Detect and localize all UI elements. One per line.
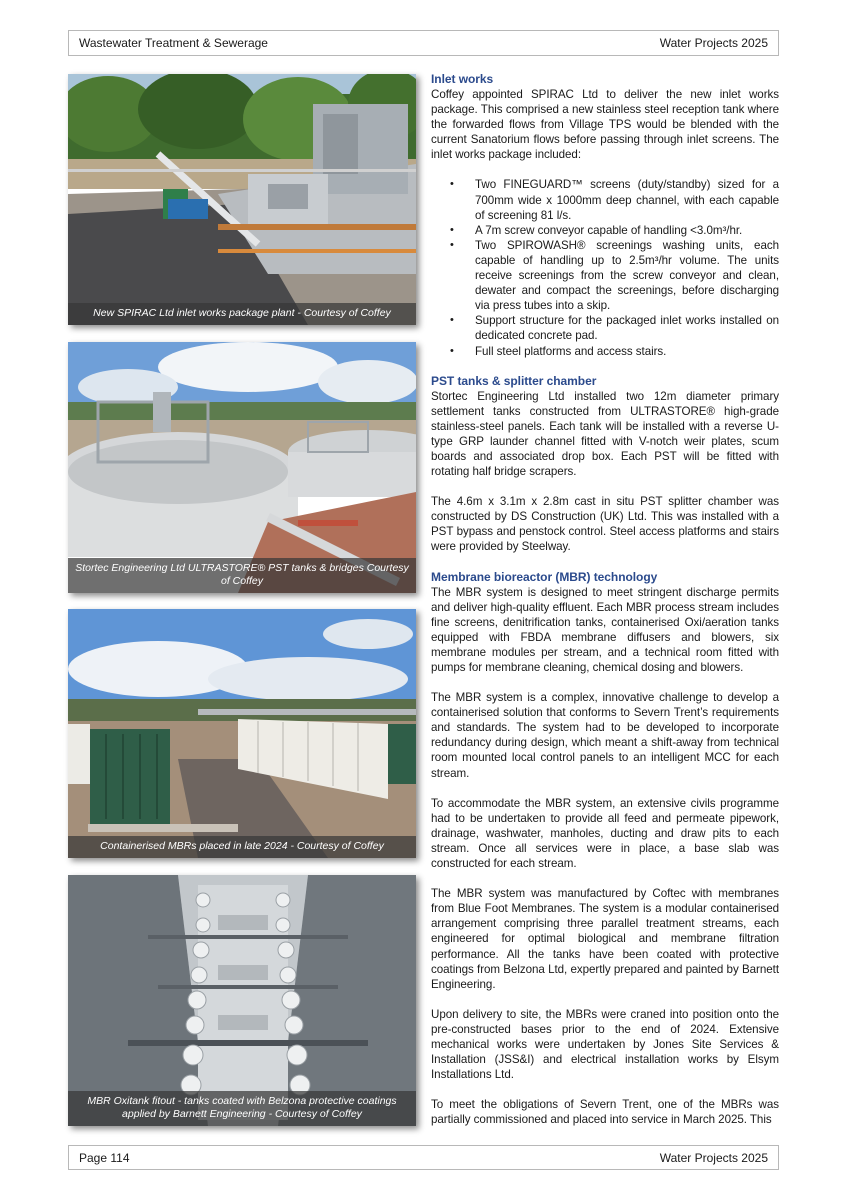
inlet-works-image bbox=[68, 74, 416, 325]
page-header bbox=[68, 30, 779, 56]
mbr-paragraph-4: The MBR system was manufactured by Coftec with membranes from Blue Foot Membranes. The system is a modular containerised arrangement comprising three parallel treatment streams, each engineered for optimal biological and membrane filtration performance. All the tanks have been coated with protective coatings from Belzona Ltd, expertly prepared and painted by Barnett Engineering. bbox=[431, 887, 779, 991]
mbr-paragraph-6: To meet the obligations of Severn Trent, one of the MBRs was partially commissioned and placed into service in March 2025. This bbox=[431, 1098, 779, 1127]
list-item: • A 7m screw conveyor capable of handling <3.0m³/hr. bbox=[475, 223, 779, 238]
pst-paragraph-2: The 4.6m x 3.1m x 2.8m cast in situ PST splitter chamber was constructed by DS Construction (UK) Ltd. This was installed with a PST bypass and penstock control. Steel access platforms and stairs were provided by Steelway. bbox=[431, 495, 779, 554]
header-section: Wastewater Treatment & Sewerage bbox=[79, 36, 268, 50]
containerised-mbrs-image bbox=[68, 609, 416, 858]
photo-caption: Containerised MBRs placed in late 2024 - Courtesy of Coffey bbox=[68, 836, 416, 858]
page-number: Page 114 bbox=[79, 1150, 130, 1165]
list-item: • Two SPIROWASH® screenings washing units, each capable of handling up to 2.5m³/hr volume. The units receive screenings from the screw conveyor and clean, dewater and compact the screenings, before discharging via press tubes into a skip. bbox=[475, 238, 779, 313]
mbr-paragraph-3: To accommodate the MBR system, an extensive civils programme had to be undertaken to provide all feed and permeate pipework, drainage, washwater, manholes, ducting and draw pits to each stream. Once all services were in place, a base slab was constructed for each stream. bbox=[431, 796, 779, 871]
photo-inlet-works bbox=[68, 74, 416, 325]
mbr-heading: Membrane bioreactor (MBR) technology bbox=[431, 569, 658, 584]
photo-caption: MBR Oxitank fitout - tanks coated with Belzona protective coatings applied by Barnett Engineering - Courtesy of Coffey bbox=[68, 1091, 416, 1126]
photo-oxitank-fitout bbox=[68, 875, 416, 1126]
inlet-works-intro: Coffey appointed SPIRAC Ltd to deliver the new inlet works package. This comprised a new stainless steel reception tank where the forwarded flows from Village TPS would be blended with the current Sanatorium flows before passing through inlet screens. The inlet works package included: bbox=[431, 88, 779, 162]
mbr-paragraph-2: The MBR system is a complex, innovative challenge to develop a containerised solution that conforms to Severn Trent’s requirements and standards. The system had to be developed to incorporate redundancy during design, which meant a shift-away from technical room mounted local control panels to an intelligent MCC for each stream. bbox=[431, 691, 779, 780]
photo-containerised-mbrs bbox=[68, 609, 416, 858]
pst-paragraph-1: Stortec Engineering Ltd installed two 12m diameter primary settlement tanks constructed from ULTRASTORE® high-grade stainless-steel panels. Each tank will be installed with a reverse U-type GRP launder channel fitted with V-notch weir plates, scum boards and associated drop box. Each PST will be fitted with rotating half bridge scrapers. bbox=[431, 389, 779, 479]
mbr-paragraph-1: The MBR system is designed to meet stringent discharge permits and deliver high-quality effluent. Each MBR process stream includes fine screens, denitrification tanks, containerised Oxi/aeration tanks equipped with FBDA membrane diffusers and blowers, six membrane modules per stream, and a technical room fitted with pumps for membrane cleaning, chemical dosing and blowers. bbox=[431, 585, 779, 674]
oxitank-fitout-image bbox=[68, 875, 416, 1126]
pst-tanks-image bbox=[68, 342, 416, 593]
photo-caption: New SPIRAC Ltd inlet works package plant - Courtesy of Coffey bbox=[68, 303, 416, 325]
page-footer bbox=[68, 1145, 779, 1170]
list-item: • Full steel platforms and access stairs. bbox=[475, 344, 779, 359]
header-publication: Water Projects 2025 bbox=[659, 36, 768, 50]
list-item: • Support structure for the packaged inlet works installed on dedicated concrete pad. bbox=[475, 313, 779, 343]
mbr-paragraph-5: Upon delivery to site, the MBRs were craned into position onto the pre-constructed bases prior to the end of 2024. Extensive mechanical works were undertaken by Jones Site Services & Installation (JSS&I) and electrical installation works by Elsym Installations Ltd. bbox=[431, 1007, 779, 1082]
article-text bbox=[431, 72, 779, 1142]
list-item: • Two FINEGUARD™ screens (duty/standby) sized for a 700mm wide x 1000mm deep channel, with each capable of screening 81 l/s. bbox=[475, 177, 779, 222]
photo-caption: Stortec Engineering Ltd ULTRASTORE® PST tanks & bridges Courtesy of Coffey bbox=[68, 558, 416, 593]
photo-pst-tanks bbox=[68, 342, 416, 593]
inlet-works-list bbox=[431, 177, 779, 358]
inlet-works-heading: Inlet works bbox=[431, 72, 494, 86]
footer-publication: Water Projects 2025 bbox=[659, 1150, 768, 1165]
pst-heading: PST tanks & splitter chamber bbox=[431, 373, 597, 388]
